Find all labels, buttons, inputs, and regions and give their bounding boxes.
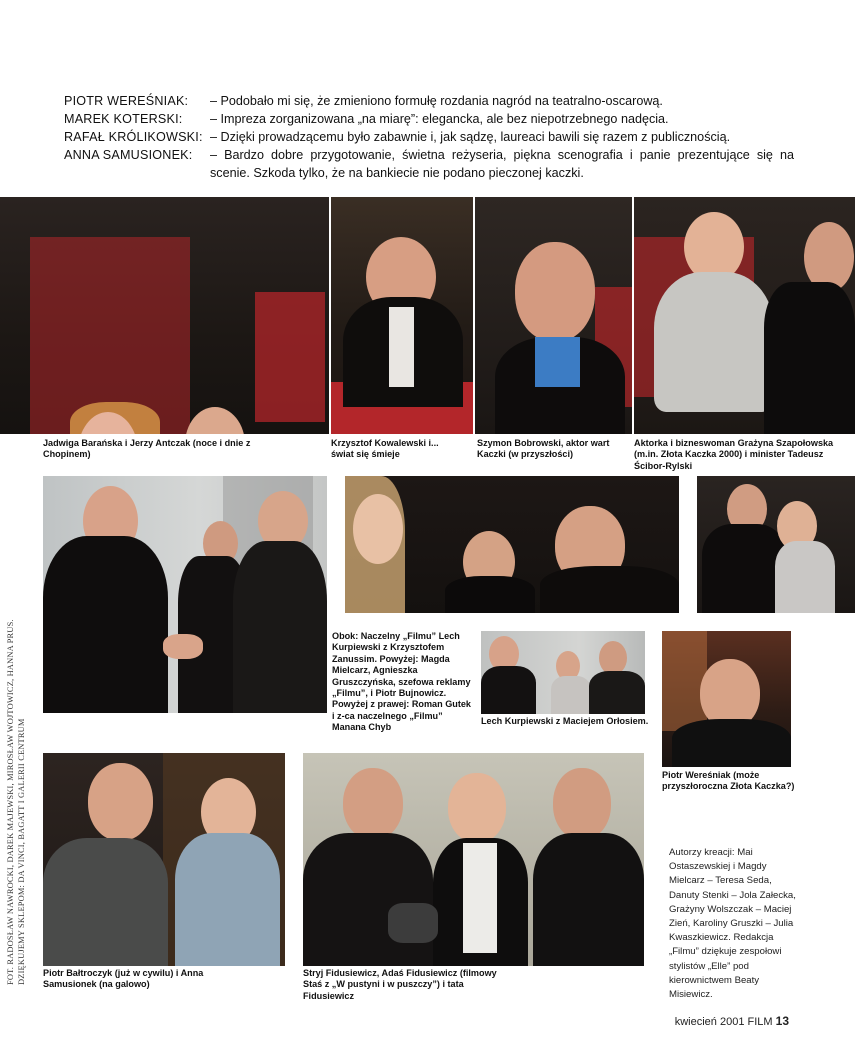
photo-credit-line: FOT. RADOSŁAW NAWROCKI, DAREK MAJEWSKI, MIROSŁAW WOJTOWICZ, HANNA PRUS. [6,619,15,985]
caption-weresniak: Piotr Wereśniak (może przyszłoroczna Złota Kaczka?) [662,770,795,792]
folio-date: kwiecień 2001 [674,1016,745,1028]
caption-baltroczyk: Piotr Bałtroczyk (już w cywilu) i Anna Samusionek (na galowo) [43,968,204,990]
credits-paragraph: Autorzy kreacji: Mai Ostaszewskiej i Magdy Mielcarz – Teresa Seda, Danuty Stenki – Jola Załecka, Grażyny Wolszczak – Maciej Zień, Karoliny Gruszki – Julia Kwaszkiewicz. Redakcja „Filmu” dziękuje zespołowi stylistów „Elle” pod kierownictwem Beaty Misiewicz. [669,847,796,1001]
page-number: 13 [775,1014,789,1028]
photo-credit-line: DZIĘKUJEMY SKLEPOM: DA VINCI, BAGATT I GALERII CENTRUM [16,718,26,985]
quote-name: ANNA SAMUSIONEK: [64,148,193,162]
caption-szapolowska: Aktorka i bizneswoman Grażyna Szapołowska (m.in. Złota Kaczka 2000) i minister Tadeusz Ścibor-Rylski [634,438,834,471]
quote-text: – Impreza zorganizowana „na miarę”: elegancka, ale bez niepotrzebnego nadęcia. [210,112,669,126]
photo-baltroczyk-samusionek [43,753,285,966]
quote-text: – Dzięki prowadzącemu było zabawnie i, jak sądzę, laureaci bawili się razem z publicznością. [210,130,731,144]
caption-fidusiewicz: Stryj Fidusiewicz, Adaś Fidusiewicz (filmowy Staś z „W pustyni i w puszczy”) i tata Fidusiewicz [303,968,497,1001]
quote-name: PIOTR WEREŚNIAK: [64,94,189,108]
photo-gutek-chyb [697,476,855,613]
quote-name: MAREK KOTERSKI: [64,112,183,126]
caption-kurpiewski-orlos: Lech Kurpiewski z Maciejem Orłosiem. [481,716,649,726]
photo-baranska-antczak [0,197,329,434]
caption-kowalewski: Krzysztof Kowalewski i... świat się śmieje [331,438,439,460]
caption-bobrowski: Szymon Bobrowski, aktor wart Kaczki (w przyszłości) [477,438,610,460]
photo-bobrowski [475,197,632,434]
caption-baranska-antczak: Jadwiga Barańska i Jerzy Antczak (noce i dnie z Chopinem) [43,438,251,460]
quote-row [64,92,794,110]
folio-magazine: FILM [747,1016,773,1028]
photo-mielcarz-group [345,476,679,613]
photo-credit [6,619,27,985]
quotes-block [64,92,794,182]
quote-row [64,128,794,146]
photo-kurpiewski-orlos [481,631,645,714]
quote-text: – Bardzo dobre przygotowanie, świetna reżyseria, piękna scenografia i panie prezentujące się na scenie. Szkoda tylko, że na bankiecie nie podano pieczonej kaczki. [210,148,794,180]
quote-name: RAFAŁ KRÓLIKOWSKI: [64,130,203,144]
photo-fidusiewicz [303,753,644,966]
caption-kurpiewski-group: Obok: Naczelny „Filmu” Lech Kurpiewski z Krzysztofem Zanussim. Powyżej: Magda Mielcarz, Agnieszka Gruszczyńska, szefowa reklamy „Filmu”, i Piotr Bujnowicz. Powyżej z prawej: Roman Gutek i z-ca naczelnego „Filmu” Manana Chyb [332,631,471,733]
photo-kurpiewski-zanussi [43,476,327,713]
photo-szapolowska [634,197,855,434]
quote-text: – Podobało mi się, że zmieniono formułę rozdania nagród na teatralno-oscarową. [210,94,663,108]
quote-row [64,110,794,128]
photo-weresniak [662,631,791,767]
quote-row [64,146,794,182]
page-folio [675,1014,789,1028]
photo-kowalewski [331,197,473,434]
